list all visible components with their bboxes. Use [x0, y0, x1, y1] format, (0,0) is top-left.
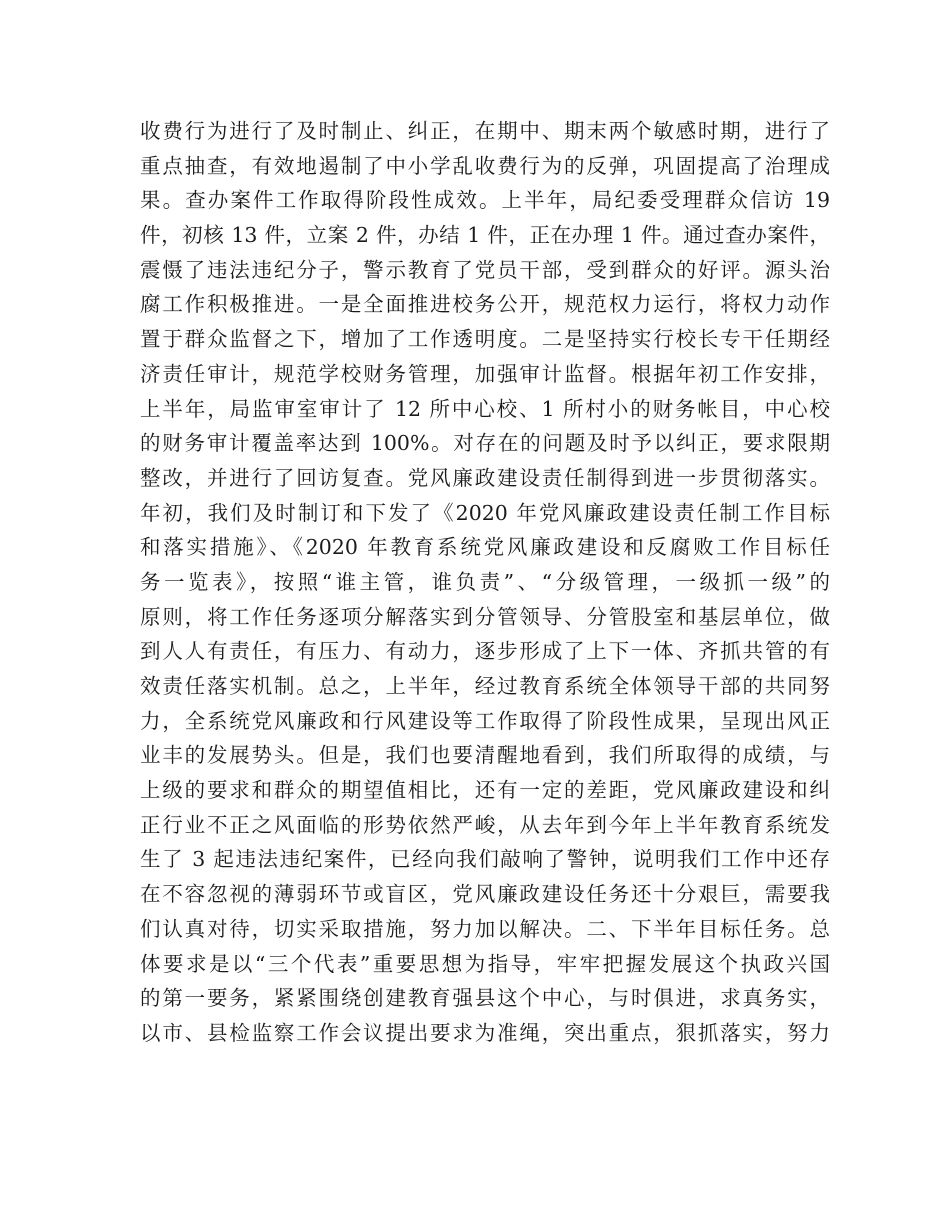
text-line: 果。查办案件工作取得阶段性成效。上半年，局纪委受理群众信访 19 [140, 188, 830, 213]
text-line: 效责任落实机制。总之，上半年，经过教育系统全体领导干部的共同努 [140, 674, 830, 698]
text-line: 震慑了违法违纪分子，警示教育了党员干部，受到群众的好评。源头治 [140, 257, 830, 282]
text-line: 力，全系统党风廉政和行风建设等工作取得了阶段性成果，呈现出风正 [140, 708, 830, 733]
text-line: 以市、县检监察工作会议提出要求为准绳，突出重点，狠抓落实，努力 [140, 1020, 830, 1045]
text-line: 年初，我们及时制订和下发了《2020 年党风廉政建设责任制工作目标 [140, 500, 830, 525]
text-line: 腐工作积极推进。一是全面推进校务公开，规范权力运行，将权力动作 [140, 292, 830, 317]
text-line: 和落实措施》、《2020 年教育系统党风廉政建设和反腐败工作目标任 [140, 535, 830, 560]
text-line: 整改，并进行了回访复查。党风廉政建设责任制得到进一步贯彻落实。 [140, 465, 830, 490]
text-line: 收费行为进行了及时制止、纠正，在期中、期末两个敏感时期，进行了 [140, 119, 830, 143]
text-line: 的财务审计覆盖率达到 100%。对存在的问题及时予以纠正，要求限期 [140, 431, 830, 456]
text-line: 业丰的发展势头。但是，我们也要清醒地看到，我们所取得的成绩，与 [140, 743, 830, 768]
text-line: 原则，将工作任务逐项分解落实到分管领导、分管股室和基层单位，做 [140, 604, 830, 629]
text-line: 在不容忽视的薄弱环节或盲区，党风廉政建设任务还十分艰巨，需要我 [140, 882, 830, 907]
text-line: 件，初核 13 件，立案 2 件，办结 1 件，正在办理 1 件。通过查办案件， [140, 223, 830, 248]
text-line: 上半年，局监审室审计了 12 所中心校、1 所村小的财务帐目，中心校 [140, 396, 830, 421]
body-paragraph [140, 114, 830, 1051]
text-line: 置于群众监督之下，增加了工作透明度。二是坚持实行校长专干任期经 [140, 327, 830, 352]
text-line: 济责任审计，规范学校财务管理，加强审计监督。根据年初工作安排， [140, 361, 830, 386]
text-line: 务一览表》，按照“谁主管，谁负责”、“分级管理，一级抓一级”的 [140, 569, 830, 594]
text-line: 们认真对待，切实采取措施，努力加以解决。二、下半年目标任务。总 [140, 916, 830, 941]
text-line: 重点抽查，有效地遏制了中小学乱收费行为的反弹，巩固提高了治理成 [140, 153, 830, 178]
text-line: 到人人有责任，有压力、有动力，逐步形成了上下一体、齐抓共管的有 [140, 639, 830, 664]
text-line: 正行业不正之风面临的形势依然严峻，从去年到今年上半年教育系统发 [140, 812, 830, 837]
text-line: 体要求是以“三个代表”重要思想为指导，牢牢把握发展这个执政兴国 [140, 951, 830, 976]
text-line: 生了 3 起违法违纪案件，已经向我们敲响了警钟，说明我们工作中还存 [140, 847, 830, 872]
text-line: 上级的要求和群众的期望值相比，还有一定的差距，党风廉政建设和纠 [140, 778, 830, 803]
text-line: 的第一要务，紧紧围绕创建教育强县这个中心，与时俱进，求真务实， [140, 986, 830, 1011]
